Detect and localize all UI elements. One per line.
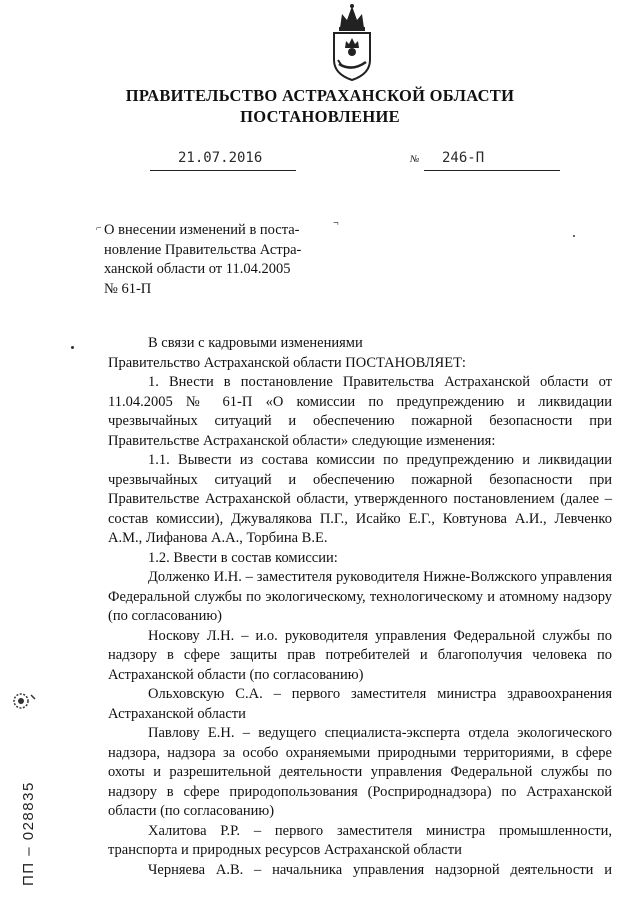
coat-of-arms-icon: [326, 2, 378, 82]
paragraph-item-1: 1. Внести в постановление Правительства Астраханской области от 11.04.2005 № 61-П «О комиссии по предупреждению и ликвидации чрезвычайных ситуаций и обеспечению пожарной безопасности при Правительстве Астраханской области» следующие изменения:: [108, 374, 612, 449]
document-number: 246-П: [442, 150, 485, 166]
scan-speck: [573, 235, 575, 237]
subject-line: № 61-П: [104, 280, 152, 297]
document-date: 21.07.2016: [178, 150, 263, 166]
subject-corner-mark-right: ¬: [333, 218, 339, 229]
date-underline: [150, 170, 296, 171]
subject-line: ханской области от 11.04.2005: [104, 261, 291, 277]
member-entry: Павлову Е.Н. – ведущего специалиста-эксперта отдела экологического надзора, надзора за особо охраняемыми природными территориями, в сфере охоты и разрешительной деятельности управления Федеральной службы по надзору в сфере природопользования (Росприроднадзора) по Астраханской области (по согласованию): [108, 725, 612, 819]
organization-title: ПРАВИТЕЛЬСТВО АСТРАХАНСКОЙ ОБЛАСТИ: [125, 86, 515, 105]
serial-stamp: [0, 690, 50, 890]
member-entry: Халитова Р.Р. – первого заместителя министра промышленности, транспорта и природных ресурсов Астраханской области: [108, 822, 612, 858]
member-entry: Долженко И.Н. – заместителя руководителя Нижне-Волжского управления Федеральной службы по экологическому, технологическому и атомному надзору (по согласованию): [108, 569, 612, 624]
preamble: В связи с кадровыми изменениями: [148, 335, 363, 351]
serial-number: ПП – 028835: [20, 781, 37, 886]
scan-speck: [71, 346, 74, 349]
document-subject: [104, 221, 332, 299]
number-underline: [424, 170, 560, 171]
paragraph-item-1-1: 1.1. Вывести из состава комиссии по предупреждению и ликвидации чрезвычайных ситуаций и обеспечению пожарной безопасности при Правительстве Астраханской области, утвержденного постановлением (далее – состав комиссии), Джувалякова П.Г., Исайко Е.Г., Ковтунова А.И., Левченко А.М., Лифанова А.А., Торбина В.Е.: [108, 452, 612, 546]
resolution-clause: Правительство Астраханской области ПОСТАНОВЛЯЕТ:: [108, 354, 466, 371]
subject-line: новление Правительства Астра-: [104, 241, 302, 258]
member-entry: Ольховскую С.А. – первого заместителя министра здравоохранения Астраханской области: [108, 686, 612, 722]
member-entry: Черняева А.В. – начальника управления надзорной деятельности и: [148, 861, 612, 878]
number-prefix: №: [410, 154, 420, 165]
subject-line: О внесении изменений в поста-: [104, 222, 300, 238]
document-body: [108, 334, 612, 880]
document-type: ПОСТАНОВЛЕНИЕ: [240, 107, 400, 126]
paragraph-item-1-2: 1.2. Ввести в состав комиссии:: [148, 549, 338, 566]
subject-corner-mark-left: ⌐: [96, 223, 102, 234]
member-entry: Носкову Л.Н. – и.о. руководителя управления Федеральной службы по надзору в сфере защиты прав потребителей и благополучия человека по Астраханской области (по согласованию): [108, 627, 612, 683]
rosette-icon: [12, 690, 38, 712]
